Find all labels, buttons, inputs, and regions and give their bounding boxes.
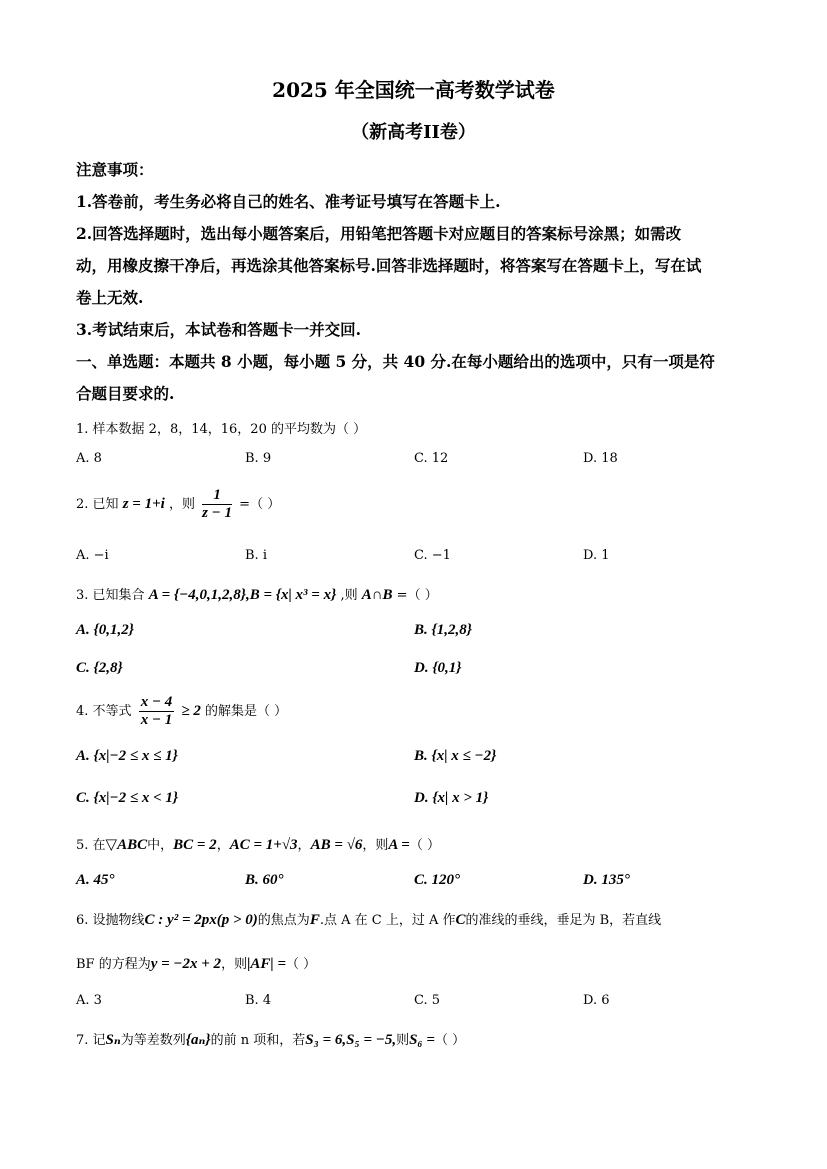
- question-5-sep-2: ，: [297, 838, 311, 853]
- question-2-option-c: C. −1: [414, 548, 451, 563]
- question-7-pre: 7. 记: [76, 1033, 106, 1048]
- question-7-condition: S₃ = 6,S₅ = −5,: [305, 1032, 397, 1048]
- question-4-denominator: x − 1: [140, 712, 173, 728]
- question-6-stem-line-1: [76, 909, 661, 929]
- question-5-option-a: A. 45°: [76, 872, 115, 888]
- question-2-mid: ，则: [168, 497, 195, 512]
- question-2-condition: z = 1+i: [122, 496, 165, 512]
- question-6-option-d: D. 6: [583, 993, 610, 1008]
- notice-item-2-line-2: 动，用橡皮擦干净后，再选涂其他答案标号.回答非选择题时，将答案写在答题卡上，写在试: [76, 256, 702, 275]
- question-3-option-d: D. {0,1}: [414, 660, 462, 676]
- question-6-line-2-pre: BF 的方程为: [76, 957, 151, 972]
- question-7-sn: Sₙ: [105, 1032, 121, 1048]
- section-1-heading-line-2: 合题目要求的.: [76, 384, 175, 403]
- question-6-option-b: B. 4: [245, 993, 272, 1008]
- question-7-s6: S₆ =: [409, 1032, 435, 1048]
- notice-item-2-line-1: 2.回答选择题时，选出每小题答案后，用铅笔把答题卡对应题目的答案标号涂黑；如需改: [76, 224, 682, 243]
- question-4-post: 的解集是（ ）: [205, 704, 288, 719]
- question-4-fraction: [139, 694, 175, 729]
- question-6-mid-3: 的准线的垂线，垂足为 B，若直线: [465, 913, 662, 928]
- question-3-option-c: C. {2,8}: [76, 660, 123, 676]
- question-2-stem: [76, 487, 280, 522]
- question-1-stem: 1. 样本数据 2，8，14，16，20 的平均数为（ ）: [76, 422, 367, 437]
- question-5-mid-2: ，则: [362, 838, 389, 853]
- question-6-mid-2: .点 A 在 C 上，过 A 作: [319, 913, 456, 928]
- question-6-curve: C : y² = 2px(p > 0): [144, 912, 258, 928]
- question-6-af: |AF| =: [247, 956, 286, 972]
- question-2-post: =（ ）: [239, 497, 281, 512]
- notice-heading: 注意事项：: [76, 160, 154, 179]
- question-3-option-a: A. {0,1,2}: [76, 622, 134, 638]
- question-4-relation: ≥ 2: [181, 703, 201, 719]
- question-2-option-b: B. i: [245, 548, 267, 563]
- exam-title: 2025 年全国统一高考数学试卷: [272, 78, 555, 102]
- question-5-triangle: ▽ABC: [105, 837, 148, 853]
- question-5-option-b: B. 60°: [245, 872, 284, 888]
- question-6-line-2-mid: ，则: [221, 957, 248, 972]
- exam-subtitle: （新高考II卷）: [351, 122, 476, 143]
- question-5-post: （ ）: [409, 838, 440, 853]
- section-1-heading-line-1: 一、单选题：本题共 8 小题，每小题 5 分，共 40 分.在每小题给出的选项中，只有一项是符: [76, 352, 715, 371]
- question-3-expression: A∩B: [361, 587, 393, 603]
- question-6-option-a: A. 3: [76, 993, 102, 1008]
- question-5-mid-1: 中，: [147, 838, 174, 853]
- question-1-option-b: B. 9: [245, 451, 272, 466]
- question-2-option-a: A. −i: [76, 548, 109, 563]
- question-6-stem-line-2: [76, 953, 316, 973]
- question-4-stem: [76, 694, 287, 729]
- question-5-sep-1: ，: [216, 838, 230, 853]
- question-1-option-d: D. 18: [583, 451, 618, 466]
- question-4-option-c: C. {x|−2 ≤ x < 1}: [76, 790, 179, 806]
- question-7-mid-2: 的前 n 项和，若: [210, 1033, 306, 1048]
- question-4-option-a: A. {x|−2 ≤ x ≤ 1}: [76, 748, 178, 764]
- question-4-pre: 4. 不等式: [76, 704, 132, 719]
- question-5-bc: BC = 2: [173, 837, 217, 853]
- question-6-focus: F: [309, 912, 320, 928]
- question-5-ac: AC = 1+√3: [229, 837, 298, 853]
- question-2-denominator: z − 1: [202, 505, 233, 521]
- question-4-numerator: x − 4: [140, 694, 173, 710]
- notice-item-2-line-3: 卷上无效.: [76, 288, 144, 307]
- question-5-option-d: D. 135°: [583, 872, 630, 888]
- question-6-line-2-post: （ ）: [286, 957, 317, 972]
- question-2-option-d: D. 1: [583, 548, 610, 563]
- question-5-option-c: C. 120°: [414, 872, 461, 888]
- question-5-pre: 5. 在: [76, 838, 106, 853]
- question-2-pre: 2. 已知: [76, 497, 119, 512]
- question-6-pre: 6. 设抛物线: [76, 913, 145, 928]
- question-3-mid: ,则: [340, 588, 358, 603]
- question-6-option-c: C. 5: [414, 993, 441, 1008]
- question-7-mid-1: 为等差数列: [120, 1033, 186, 1048]
- question-3-pre: 3. 已知集合: [76, 588, 145, 603]
- question-3-set-b: ,B = {x| x³ = x}: [245, 587, 337, 603]
- question-5-ab: AB = √6: [310, 837, 363, 853]
- question-3-option-b: B. {1,2,8}: [414, 622, 472, 638]
- question-7-stem: [76, 1029, 465, 1049]
- notice-item-1: 1.答卷前，考生务必将自己的姓名、准考证号填写在答题卡上.: [76, 192, 501, 211]
- question-4-option-d: D. {x| x > 1}: [414, 790, 489, 806]
- question-3-stem: [76, 584, 438, 604]
- question-7-mid-3: 则: [396, 1033, 410, 1048]
- question-5-expression: A =: [388, 837, 410, 853]
- question-3-set-a: A = {−4,0,1,2,8}: [148, 587, 246, 603]
- question-7-sequence: {aₙ}: [185, 1032, 211, 1048]
- question-1-option-c: C. 12: [414, 451, 449, 466]
- question-2-fraction: [202, 487, 232, 522]
- question-7-post: （ ）: [434, 1033, 466, 1048]
- question-5-stem: [76, 834, 440, 854]
- notice-item-3: 3.考试结束后，本试卷和答题卡一并交回.: [76, 320, 362, 339]
- question-4-option-b: B. {x| x ≤ −2}: [414, 748, 497, 764]
- question-6-line-equation: y = −2x + 2: [150, 956, 222, 972]
- question-1-option-a: A. 8: [76, 451, 102, 466]
- question-3-post: =（ ）: [396, 588, 438, 603]
- question-2-numerator: 1: [202, 487, 232, 505]
- question-6-mid-1: 的焦点为: [257, 913, 310, 928]
- question-6-curve-name: C: [455, 912, 466, 928]
